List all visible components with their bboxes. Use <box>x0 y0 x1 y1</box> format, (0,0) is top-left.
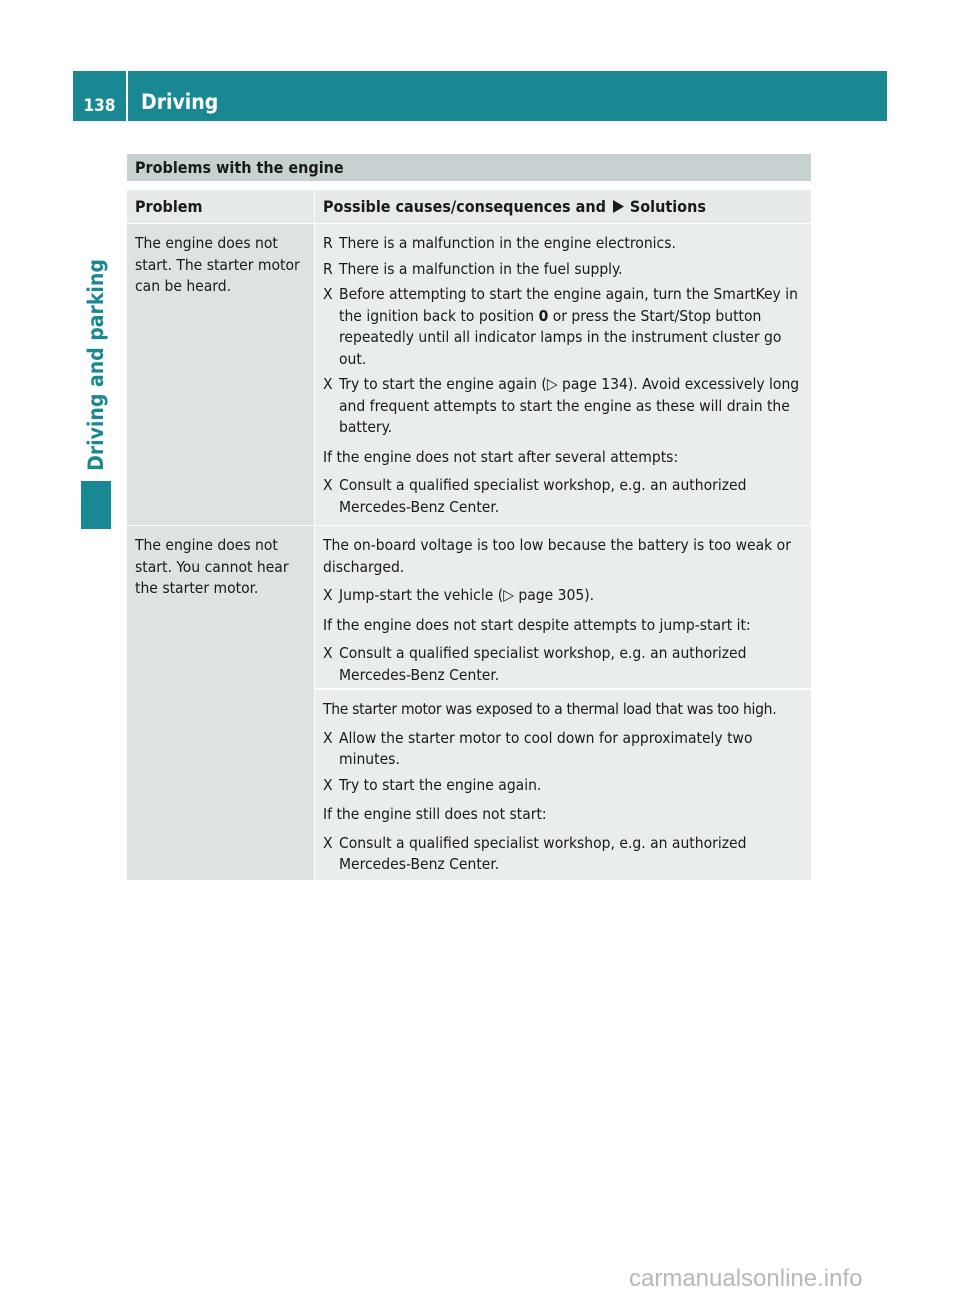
step-marker: X <box>323 833 333 852</box>
step-marker: X <box>323 644 333 662</box>
column-header-solutions <box>315 190 811 223</box>
bullet-marker: R <box>323 259 333 278</box>
condition-text: If the engine does not start after several attempts: <box>323 447 679 466</box>
column-header-problem <box>127 190 314 223</box>
problem-text: The engine does not start. You cannot hear the starter motor. <box>135 536 289 597</box>
table-row-2-solutions-a <box>315 526 811 688</box>
solution-step: X Consult a qualified specialist workshop, e.g. an authorized Mercedes-Benz Center. <box>323 476 747 516</box>
side-tab-marker <box>81 481 111 529</box>
column-header-solutions-label: Possible causes/consequences and <box>323 197 606 216</box>
solution-arrow-icon <box>611 199 625 214</box>
step-marker: X <box>323 586 333 604</box>
watermark-text: carmanualsonline.info <box>629 1265 863 1292</box>
side-tab-label: Driving and parking <box>84 259 108 471</box>
cause-bullet: R There is a malfunction in the fuel supply. <box>323 259 805 281</box>
step-marker: X <box>323 775 333 794</box>
page-number: 138 <box>83 96 116 116</box>
problem-text: The engine does not start. The starter motor can be heard. <box>135 234 300 295</box>
column-header-problem-label: Problem <box>135 197 203 216</box>
condition-text: If the engine still does not start: <box>323 805 547 823</box>
step-marker: X <box>323 476 333 494</box>
solution-step: X Before attempting to start the engine again, turn the SmartKey in the ignition back to position 0 or press the Start/Stop button repeatedly until all indicator lamps in the instrument cluster go out. <box>323 285 798 368</box>
page-ref-icon: ▷ <box>503 586 514 604</box>
table-row-2-solutions-b <box>315 690 811 880</box>
solution-step: X Consult a qualified specialist workshop, e.g. an authorized Mercedes-Benz Center. <box>323 644 747 684</box>
header-divider <box>126 71 128 121</box>
step-marker: X <box>323 375 333 393</box>
table-row-1-solutions <box>315 224 811 525</box>
cause-bullet: R There is a malfunction in the engine electronics. <box>323 233 805 255</box>
table-title: Problems with the engine <box>127 154 811 181</box>
bullet-marker: R <box>323 234 333 252</box>
table-row-1-problem <box>127 224 314 525</box>
cause-text: The starter motor was exposed to a thermal load that was too high. <box>323 700 777 718</box>
step-marker: X <box>323 728 333 747</box>
table-row-2-problem <box>127 526 314 880</box>
solution-step: X Try to start the engine again (▷ page 134). Avoid excessively long and frequent attempts to start the engine as these will drain the battery. <box>323 375 800 436</box>
solution-step: X Allow the starter motor to cool down for approximately two minutes. <box>323 728 753 768</box>
condition-text: If the engine does not start despite attempts to jump-start it: <box>323 615 751 634</box>
side-tab <box>81 249 111 481</box>
page-reference-link[interactable]: page 305 <box>518 586 585 604</box>
solution-step: X Jump-start the vehicle (▷ page 305). <box>323 585 805 607</box>
solution-step: X Try to start the engine again. <box>323 775 805 797</box>
column-header-solutions-suffix: Solutions <box>629 197 706 216</box>
cause-text: The on-board voltage is too low because the battery is too weak or discharged. <box>323 536 791 576</box>
page-reference-link[interactable]: page 134 <box>561 375 628 393</box>
step-marker: X <box>323 285 333 303</box>
page-ref-icon: ▷ <box>546 375 558 393</box>
section-title: Driving <box>141 90 219 114</box>
solution-step: X Consult a qualified specialist workshop, e.g. an authorized Mercedes-Benz Center. <box>323 833 747 873</box>
